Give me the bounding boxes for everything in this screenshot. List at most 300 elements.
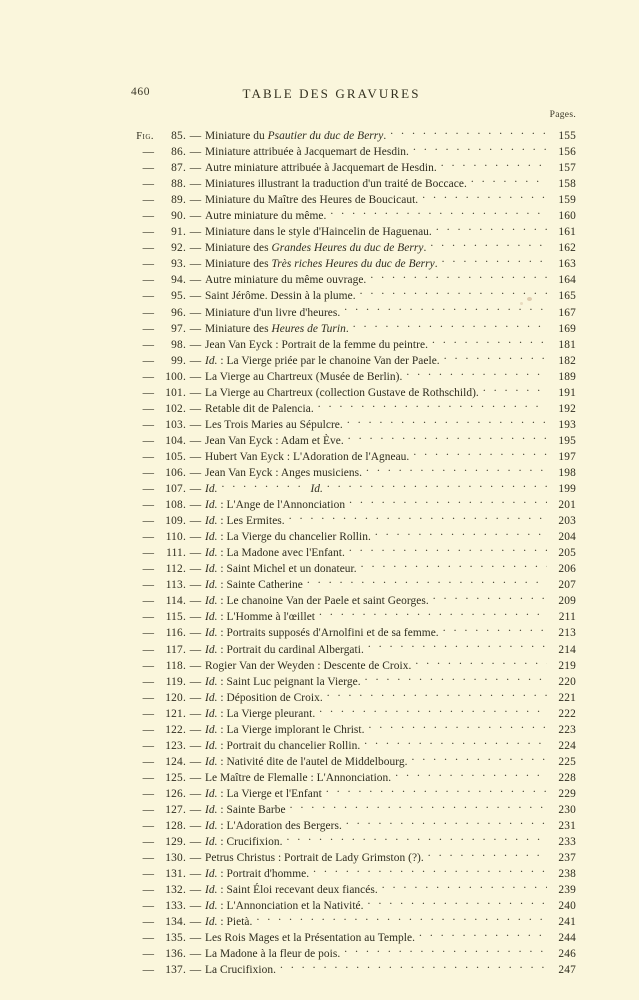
- page-number: 182: [558, 354, 576, 367]
- leader-dots: [413, 144, 547, 155]
- caption-italic-title: Id.: [205, 611, 218, 624]
- figure-label: —: [142, 755, 154, 768]
- figure-caption: [205, 963, 276, 978]
- page-number: 213: [558, 627, 576, 640]
- page-number: 230: [558, 803, 576, 816]
- page-number: 244: [558, 932, 576, 945]
- leader-dots: [313, 866, 547, 877]
- toc-entry: [124, 818, 576, 834]
- figure-number: 113.: [165, 579, 186, 592]
- entry-separator: —: [189, 466, 202, 479]
- page-number: 158: [558, 178, 576, 191]
- page-number: 225: [558, 755, 576, 768]
- leader-dots: [346, 818, 547, 829]
- entry-separator: —: [189, 531, 202, 544]
- figure-number: 107.: [165, 483, 186, 496]
- figure-number: 112.: [165, 563, 186, 576]
- figure-number: 102.: [165, 402, 186, 415]
- figure-label: —: [142, 884, 154, 897]
- page-number: 181: [558, 338, 576, 351]
- figure-number: 95.: [171, 290, 186, 303]
- leader-dots: [436, 224, 547, 235]
- leader-dots: [349, 497, 547, 508]
- caption-text: Miniature du: [205, 130, 268, 142]
- entry-separator: —: [189, 836, 202, 849]
- caption-text-tail: : Nativité dite de l'autel de Middelbourg.: [217, 755, 408, 768]
- entry-separator: —: [189, 691, 202, 704]
- toc-entry: [124, 321, 576, 337]
- leader-dots: [319, 609, 547, 620]
- caption-italic-title: Id.: [205, 707, 218, 720]
- toc-entry: [124, 946, 576, 962]
- figure-caption: [205, 338, 428, 353]
- figure-label: —: [142, 178, 154, 191]
- leader-dots: [412, 754, 548, 765]
- toc-entry: [124, 433, 576, 449]
- figure-label: —: [142, 146, 154, 159]
- figure-label: —: [142, 226, 154, 239]
- caption-italic-title: Très riches Heures du duc de Berry: [271, 258, 435, 271]
- page-number: 239: [558, 884, 576, 897]
- figure-caption: [205, 899, 364, 914]
- caption-text: Autre miniature du même ouvrage.: [205, 274, 367, 287]
- figure-caption: [205, 370, 402, 385]
- page-number: 156: [558, 146, 576, 159]
- figure-caption: [205, 867, 309, 882]
- figure-caption: [205, 546, 345, 561]
- leader-dots: [290, 802, 547, 813]
- page-number: 164: [558, 274, 576, 287]
- figure-label: —: [142, 563, 154, 576]
- caption-italic-title: Id.: [205, 579, 218, 592]
- figure-caption: [205, 562, 357, 577]
- figure-caption: [205, 322, 349, 337]
- entry-separator: —: [189, 675, 202, 688]
- caption-text-tail: : L'Homme à l'œillet: [217, 611, 316, 624]
- caption-italic-title: Id.: [205, 595, 218, 608]
- leader-dots: [368, 642, 547, 653]
- figure-number: 108.: [165, 499, 186, 512]
- entry-separator: —: [189, 707, 202, 720]
- figure-number: 125.: [165, 771, 186, 784]
- caption-italic-title: Id.: [205, 787, 218, 800]
- leader-dots: [428, 850, 547, 861]
- caption-text-tail: : La Vierge du chancelier Rollin.: [217, 531, 371, 544]
- figure-caption: [205, 145, 409, 160]
- caption-text-tail: : Saint Luc peignant la Vierge.: [217, 675, 361, 688]
- leader-dots: [432, 337, 547, 348]
- caption-text: Miniature des: [205, 258, 272, 271]
- caption-italic-title: Id.: [205, 515, 218, 528]
- caption-text-tail: : Crucifixion.: [217, 836, 283, 849]
- entry-separator: —: [189, 739, 202, 752]
- page-number: 205: [558, 547, 576, 560]
- figure-label: —: [142, 659, 154, 672]
- entry-separator: —: [189, 210, 202, 223]
- caption-text-tail: : Déposition de Croix.: [217, 691, 323, 704]
- caption-text: Jean Van Eyck : Portrait de la femme du peintre.: [205, 338, 428, 351]
- caption-text: La Vierge au Chartreux (Musée de Berlin).: [205, 370, 403, 383]
- entry-separator: —: [189, 884, 202, 897]
- leader-dots: [361, 561, 547, 572]
- caption-italic-title: Id.: [205, 868, 218, 881]
- page-number: 206: [558, 563, 576, 576]
- figure-number: 126.: [165, 787, 186, 800]
- entry-separator: —: [189, 547, 202, 560]
- figure-label: —: [142, 515, 154, 528]
- caption-text-tail: : La Vierge et l'Enfant: [217, 787, 322, 800]
- paper-speck: [527, 297, 532, 301]
- caption-text: Le Maître de Flemalle : L'Annonciation.: [205, 771, 392, 784]
- entry-separator: —: [189, 370, 202, 383]
- leader-dots: [307, 577, 547, 588]
- toc-entry: [124, 256, 576, 272]
- toc-entry: [124, 561, 576, 577]
- figure-number: 132.: [165, 884, 186, 897]
- caption-text-tail: : Portraits supposés d'Arnolfini et de sa femme.: [217, 627, 439, 640]
- toc-entry: [124, 898, 576, 914]
- leader-dots: [318, 401, 547, 412]
- figure-number: 119.: [165, 675, 186, 688]
- leader-dots: [370, 272, 547, 283]
- entry-separator: —: [189, 579, 202, 592]
- toc-entry: [124, 288, 576, 304]
- entry-separator: —: [189, 627, 202, 640]
- leader-dots: [390, 128, 547, 139]
- leader-dots: [443, 625, 547, 636]
- page-number: 163: [558, 258, 576, 271]
- figure-caption: [205, 643, 364, 658]
- page-number: 237: [558, 852, 576, 865]
- toc-entry: [124, 625, 576, 641]
- caption-text-tail: : Le chanoine Van der Paele et saint Georges.: [217, 595, 429, 608]
- caption-text-tail: .: [434, 258, 438, 271]
- figure-number: 89.: [171, 194, 186, 207]
- page-number: 155: [558, 130, 576, 142]
- figure-number: 120.: [165, 691, 186, 704]
- caption-italic-title: Id.: [205, 820, 218, 833]
- figure-caption: [205, 947, 340, 962]
- caption-italic-title: Id.: [205, 547, 218, 560]
- figure-label: —: [142, 916, 154, 929]
- figure-caption: [205, 707, 315, 722]
- leader-dots: [348, 433, 547, 444]
- caption-text-tail: : Portrait du chancelier Rollin.: [217, 739, 361, 752]
- leader-dots: [471, 176, 547, 187]
- caption-text-tail: : La Vierge priée par le chanoine Van der Paele.: [217, 354, 440, 367]
- page-number: 192: [558, 402, 576, 415]
- figure-caption: [205, 819, 342, 834]
- caption-italic-title: Id.: [205, 900, 218, 913]
- figure-number: 122.: [165, 723, 186, 736]
- figure-label: —: [142, 627, 154, 640]
- entry-separator: —: [189, 900, 202, 913]
- page-number: 207: [558, 579, 576, 592]
- entry-separator: —: [189, 306, 202, 319]
- leader-dots: [419, 930, 547, 941]
- leader-dots: [483, 385, 547, 396]
- figure-caption: [205, 306, 340, 321]
- leader-dots: [256, 914, 547, 925]
- figure-number: 94.: [171, 274, 186, 287]
- caption-text-tail: : Portrait du cardinal Albergati.: [217, 643, 364, 656]
- caption-italic-title: Id.: [205, 803, 218, 816]
- entry-separator: —: [189, 723, 202, 736]
- caption-italic-title: Id.: [205, 755, 218, 768]
- entry-separator: —: [189, 803, 202, 816]
- toc-entry: [124, 754, 576, 770]
- page-number: 195: [558, 434, 576, 447]
- toc-entry: [124, 513, 576, 529]
- toc-entry: [124, 786, 576, 802]
- caption-italic-title: Id.: [205, 836, 218, 849]
- figure-caption: [205, 530, 371, 545]
- caption-text: Petrus Christus : Portrait de Lady Grimston (?).: [205, 852, 424, 865]
- entry-separator: —: [189, 611, 202, 624]
- leader-dots: [349, 545, 547, 556]
- toc-entry: [124, 593, 576, 609]
- figure-label: —: [142, 450, 154, 463]
- figure-caption: [205, 771, 391, 786]
- figure-label: —: [142, 836, 154, 849]
- caption-text-tail: : Saint Éloi recevant deux fiancés.: [217, 884, 378, 897]
- leader-dots: [395, 770, 547, 781]
- leader-dots: [327, 481, 547, 492]
- caption-text-tail: .: [423, 242, 427, 255]
- pages-column-label: Pages.: [549, 110, 576, 120]
- page-number: 233: [558, 836, 576, 849]
- figure-number: 105.: [165, 450, 186, 463]
- figure-label: —: [142, 852, 154, 865]
- entry-separator: —: [189, 194, 202, 207]
- leader-dots: [406, 369, 547, 380]
- caption-text: Saint Jérôme. Dessin à la plume.: [205, 290, 356, 303]
- figure-number: 134.: [165, 916, 186, 929]
- figure-number: 90.: [171, 210, 186, 223]
- page-number: 204: [558, 531, 576, 544]
- figure-number: 128.: [165, 820, 186, 833]
- page-number: 221: [558, 691, 576, 704]
- figure-caption: [205, 354, 440, 369]
- toc-entry: [124, 962, 576, 978]
- caption-text-tail: .: [383, 130, 387, 142]
- toc-entry: [124, 882, 576, 898]
- figure-label: —: [142, 739, 154, 752]
- figure-caption: [205, 883, 378, 898]
- entry-separator: —: [189, 322, 202, 335]
- figure-label: Fig.: [136, 131, 154, 142]
- toc-entry: [124, 545, 576, 561]
- caption-text: La Crucifixion.: [205, 964, 276, 977]
- toc-entry: [124, 722, 576, 738]
- leader-dots: [330, 208, 547, 219]
- entry-separator: —: [189, 916, 202, 929]
- caption-text-tail: : L'Adoration des Bergers.: [217, 820, 342, 833]
- figure-label: —: [142, 643, 154, 656]
- page-number: 228: [558, 771, 576, 784]
- figure-caption: [205, 851, 424, 866]
- toc-entry: [124, 417, 576, 433]
- page-number: 219: [558, 659, 576, 672]
- leader-dots: [347, 417, 547, 428]
- caption-text: Miniature dans le style d'Haincelin de Haguenau.: [205, 226, 432, 239]
- figure-number: 130.: [165, 852, 186, 865]
- entry-separator: —: [189, 274, 202, 287]
- figure-number: 104.: [165, 434, 186, 447]
- figure-number: 85.: [171, 130, 186, 142]
- page-number: 197: [558, 450, 576, 463]
- leader-dots: [326, 786, 547, 797]
- toc-entry: [124, 850, 576, 866]
- figure-number: 124.: [165, 755, 186, 768]
- figure-label: —: [142, 354, 154, 367]
- figure-caption: [205, 594, 429, 609]
- leader-dots: [353, 321, 547, 332]
- toc-entry: [124, 144, 576, 160]
- figure-number: 99.: [171, 354, 186, 367]
- figure-caption: [205, 931, 415, 946]
- page-number: 240: [558, 900, 576, 913]
- figure-number: 92.: [171, 242, 186, 255]
- toc-entry: [124, 609, 576, 625]
- page-number: 238: [558, 868, 576, 881]
- figure-number: 117.: [165, 643, 186, 656]
- figure-label: —: [142, 418, 154, 431]
- entry-separator: —: [189, 178, 202, 191]
- figure-caption: [205, 225, 432, 240]
- leader-dots: [222, 481, 308, 492]
- toc-entry: [124, 449, 576, 465]
- leader-dots: [319, 706, 547, 717]
- leader-dots: [365, 674, 547, 685]
- figure-number: 88.: [171, 178, 186, 191]
- leader-dots: [441, 160, 547, 171]
- figure-label: —: [142, 290, 154, 303]
- figure-caption: [205, 450, 409, 465]
- page-number: 231: [558, 820, 576, 833]
- toc-entry: [124, 497, 576, 513]
- entry-separator: —: [189, 130, 202, 142]
- figure-number: 86.: [171, 146, 186, 159]
- figure-label: —: [142, 499, 154, 512]
- caption-text: La Vierge au Chartreux (collection Gustave de Rothschild).: [205, 386, 479, 399]
- caption-text-tail: : Sainte Barbe: [217, 803, 286, 816]
- figure-label: —: [142, 210, 154, 223]
- figure-caption: [205, 835, 282, 850]
- entry-separator: —: [189, 402, 202, 415]
- page-number: 157: [558, 162, 576, 175]
- entry-separator: —: [189, 755, 202, 768]
- caption-italic-title: Id.: [205, 483, 218, 496]
- entry-separator: —: [189, 787, 202, 800]
- toc-entry: [124, 690, 576, 706]
- caption-text: Les Rois Mages et la Présentation au Temple.: [205, 932, 415, 945]
- figure-caption: [205, 129, 386, 144]
- entry-separator: —: [189, 515, 202, 528]
- caption-text-tail: : La Vierge pleurant.: [217, 707, 316, 720]
- leader-dots: [344, 946, 547, 957]
- leader-dots: [344, 305, 547, 316]
- caption-text: Miniature attribuée à Jacquemart de Hesdin.: [205, 146, 409, 159]
- entry-separator: —: [189, 242, 202, 255]
- figure-caption: [205, 273, 366, 288]
- figure-caption: [205, 514, 285, 529]
- figure-caption: [205, 209, 326, 224]
- figure-caption: [205, 755, 408, 770]
- figure-label: —: [142, 483, 154, 496]
- entry-separator: —: [189, 868, 202, 881]
- figure-label: —: [142, 964, 154, 977]
- figure-label: —: [142, 434, 154, 447]
- toc-entry: [124, 529, 576, 545]
- caption-text: Les Trois Maries au Sépulcre.: [205, 418, 343, 431]
- figure-number: 127.: [165, 803, 186, 816]
- toc-entry: [124, 481, 576, 497]
- figure-caption: [205, 915, 252, 930]
- toc-entry: [124, 192, 576, 208]
- entry-separator: —: [189, 964, 202, 977]
- running-title: TABLE DES GRAVURES: [242, 86, 421, 101]
- figure-label: —: [142, 531, 154, 544]
- page-header: [0, 86, 639, 106]
- paper-speck: [520, 302, 523, 305]
- leader-dots: [360, 288, 547, 299]
- caption-text: La Madone à la fleur de pois.: [205, 948, 341, 961]
- table-of-figures: [124, 128, 576, 978]
- figure-label: —: [142, 595, 154, 608]
- entry-separator: —: [189, 434, 202, 447]
- figure-label: —: [142, 803, 154, 816]
- figure-number: 100.: [165, 370, 186, 383]
- caption-text-tail: : La Madone avec l'Enfant.: [217, 547, 345, 560]
- leader-dots: [430, 240, 547, 251]
- caption-italic-title: Id.: [205, 739, 218, 752]
- caption-italic-title: Id.: [205, 643, 218, 656]
- toc-entry: [124, 160, 576, 176]
- caption-italic-title: Id.: [205, 627, 218, 640]
- toc-entry: [124, 224, 576, 240]
- caption-text: Hubert Van Eyck : L'Adoration de l'Agneau.: [205, 450, 410, 463]
- toc-entry: [124, 128, 576, 144]
- caption-text: Miniature des: [205, 322, 272, 335]
- leader-dots: [280, 962, 547, 973]
- entry-separator: —: [189, 483, 202, 496]
- toc-entry: [124, 353, 576, 369]
- entry-separator: —: [189, 499, 202, 512]
- leader-dots: [327, 690, 547, 701]
- figure-label: —: [142, 691, 154, 704]
- toc-entry: [124, 914, 576, 930]
- leader-dots: [369, 722, 547, 733]
- toc-entry: [124, 337, 576, 353]
- figure-label: —: [142, 386, 154, 399]
- figure-caption: [205, 177, 467, 192]
- leader-dots: [366, 465, 547, 476]
- page-number: 229: [558, 787, 576, 800]
- page-number: 161: [558, 226, 576, 239]
- caption-text: Rogier Van der Weyden : Descente de Croix.: [205, 659, 412, 672]
- page-number: 223: [558, 723, 576, 736]
- figure-label: —: [142, 547, 154, 560]
- figure-label: —: [142, 787, 154, 800]
- figure-label: —: [142, 274, 154, 287]
- figure-number: 91.: [171, 226, 186, 239]
- entry-separator: —: [189, 852, 202, 865]
- page-number: 224: [558, 739, 576, 752]
- caption-italic-title: Id.: [205, 691, 218, 704]
- figure-label: —: [142, 579, 154, 592]
- page-number: 193: [558, 418, 576, 431]
